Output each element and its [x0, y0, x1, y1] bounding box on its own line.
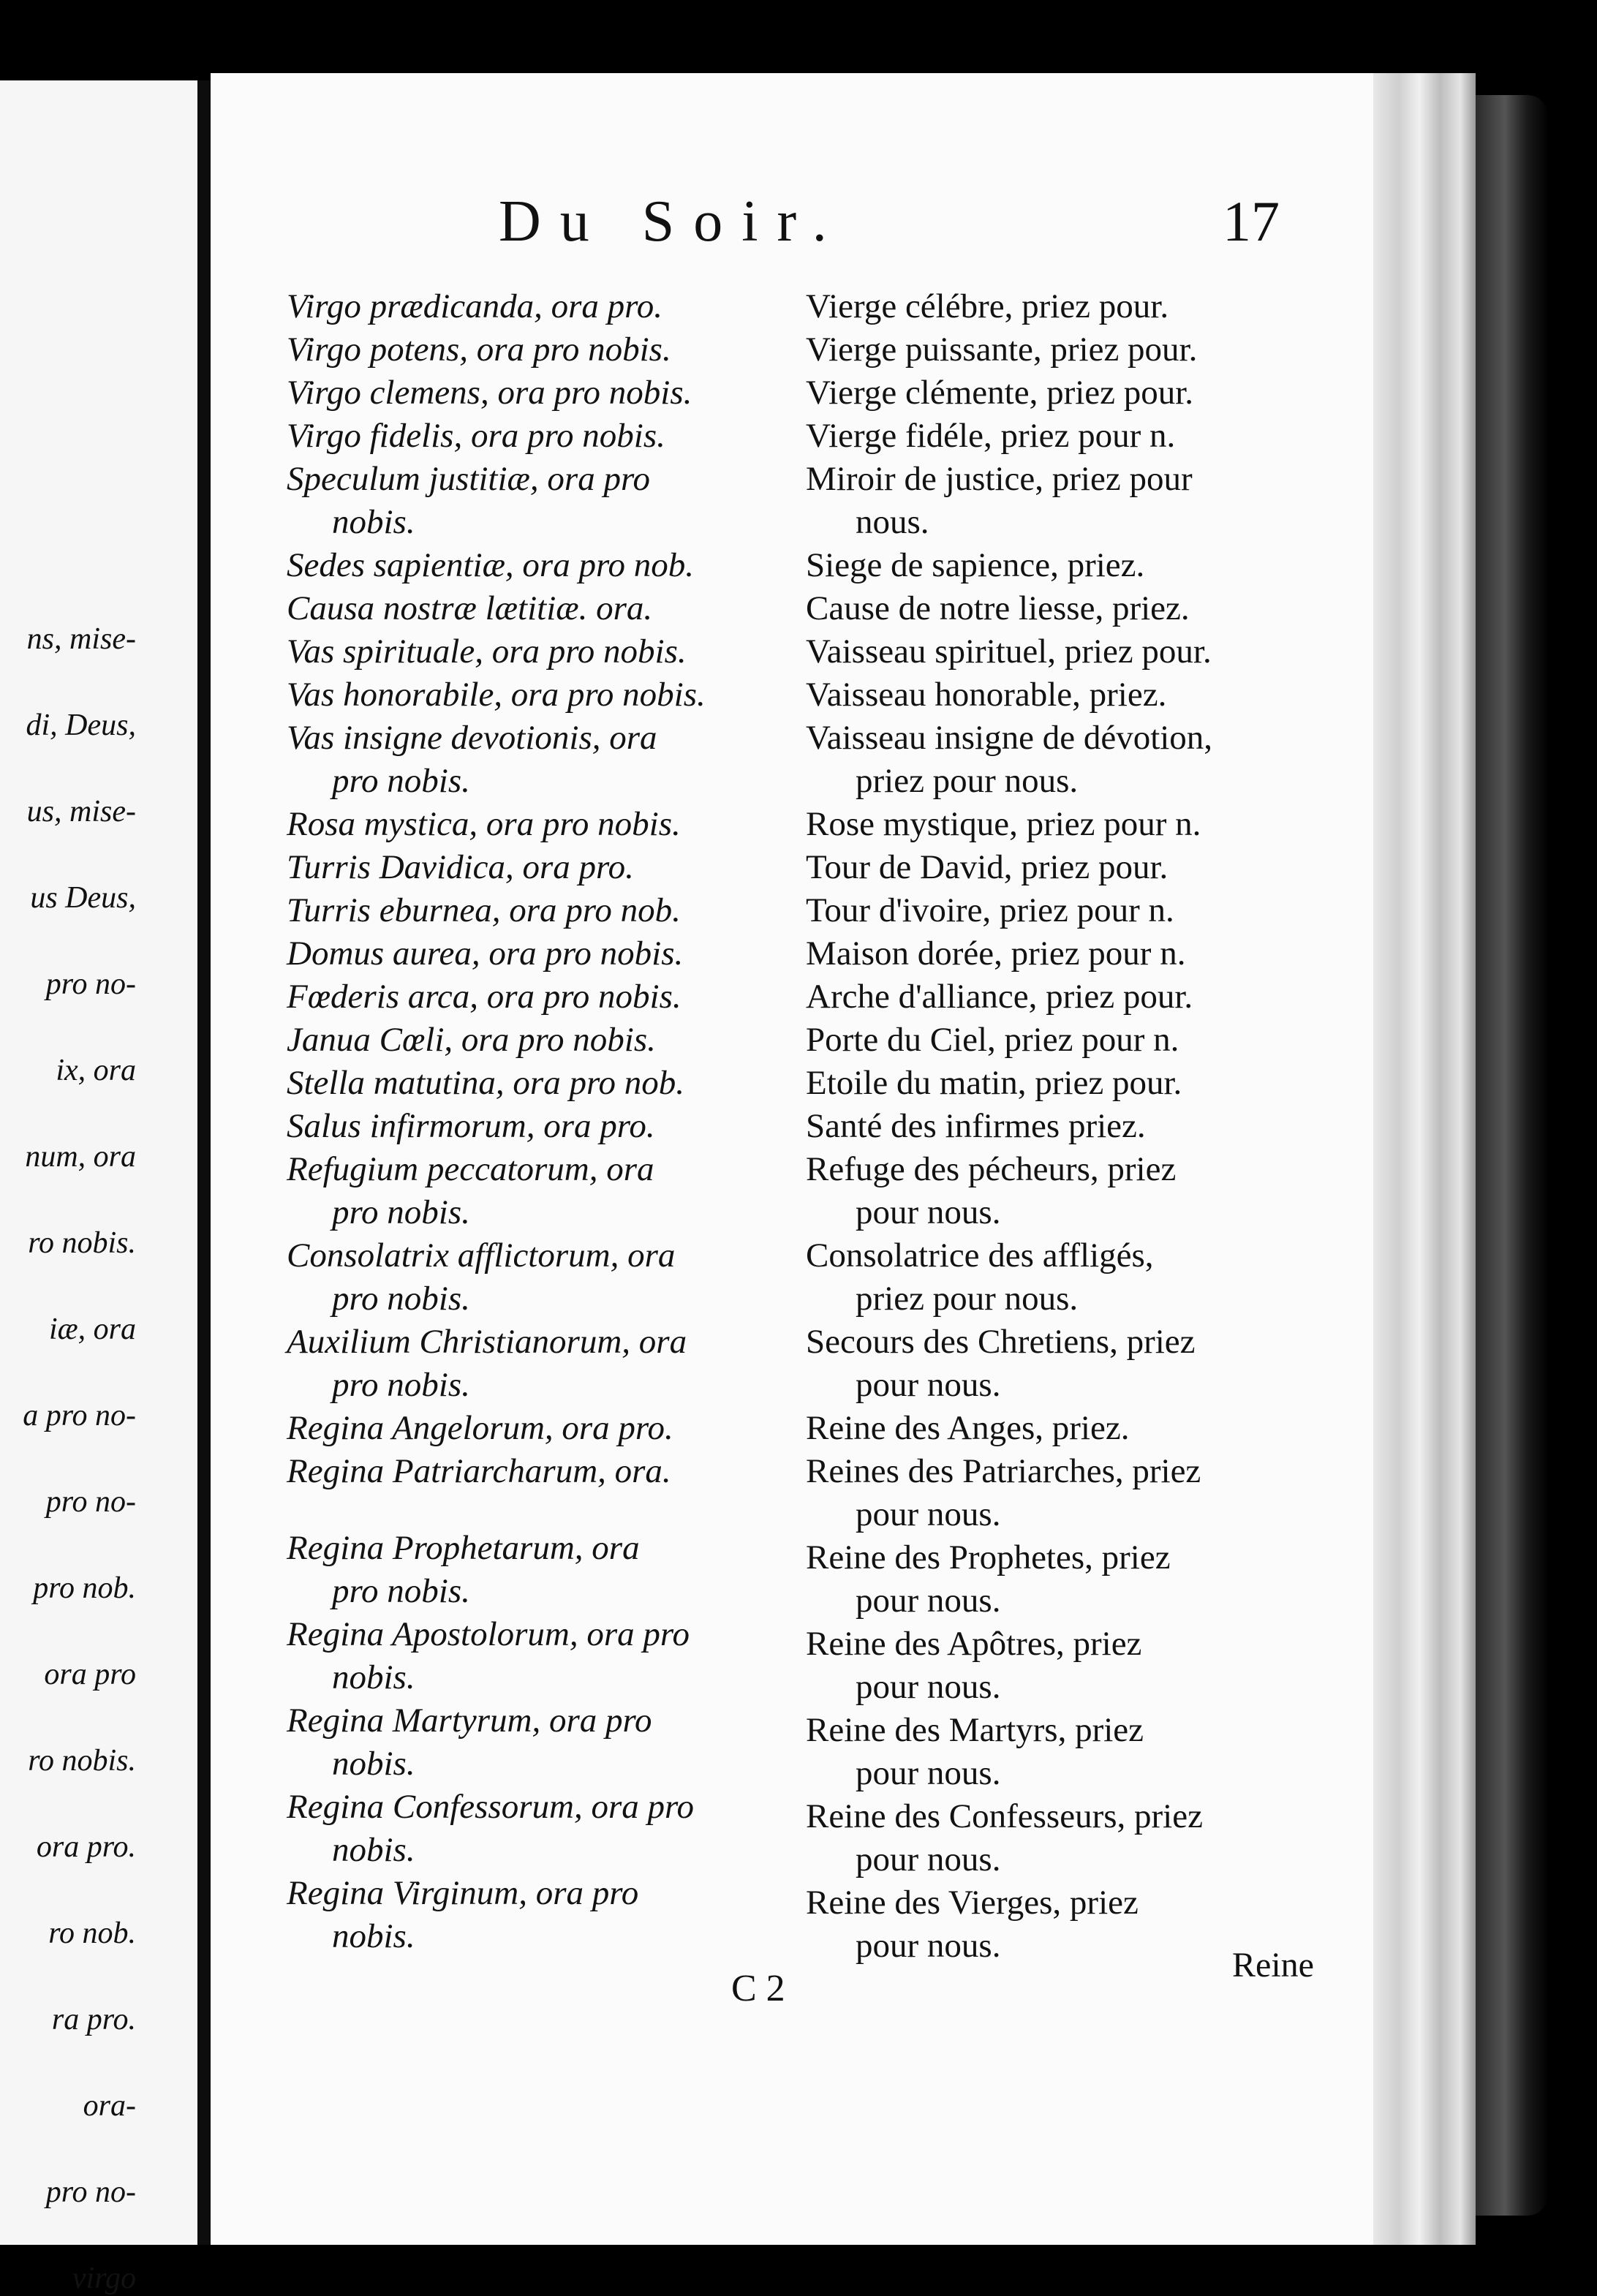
litany-line: Consolatrice des affligés, — [806, 1236, 1154, 1274]
left-page-fragment: pro nob. — [33, 1571, 136, 1605]
litany-line: Miroir de justice, priez pour — [806, 460, 1193, 498]
running-title: Du Soir. — [499, 189, 846, 254]
left-page-fragment: a pro no- — [23, 1399, 136, 1432]
litany-line: Tour d'ivoire, priez pour n. — [806, 891, 1174, 929]
litany-line: Vierge célébre, priez pour. — [806, 287, 1169, 325]
left-page-fragment: ro nobis. — [28, 1744, 136, 1778]
litany-line: nobis. — [332, 1658, 415, 1696]
litany-line: Virgo prædicanda, ora pro. — [287, 287, 662, 325]
book-cover-edge — [1476, 95, 1549, 2216]
litany-line: Regina Confessorum, ora pro — [287, 1788, 695, 1826]
litany-line: Reines des Patriarches, priez — [806, 1452, 1201, 1490]
litany-line: pro nobis. — [332, 1366, 470, 1404]
litany-line: Regina Virginum, ora pro — [287, 1874, 639, 1912]
litany-line: Regina Martyrum, ora pro — [287, 1702, 652, 1740]
litany-line: pour nous. — [856, 1754, 1001, 1792]
litany-line: pour nous. — [856, 1582, 1001, 1620]
left-page-fragment: ra pro. — [51, 2003, 136, 2036]
litany-line: Virgo clemens, ora pro nobis. — [287, 374, 692, 412]
book-gutter — [197, 80, 211, 2245]
litany-line: pro nobis. — [332, 1193, 470, 1231]
litany-line: nobis. — [332, 503, 415, 541]
french-column — [806, 285, 1332, 1968]
litany-line: Porte du Ciel, priez pour n. — [806, 1021, 1179, 1059]
left-page-fragment: virgo — [72, 2262, 136, 2295]
litany-line: Janua Cœli, ora pro nobis. — [287, 1021, 656, 1059]
litany-line: pour nous. — [856, 1668, 1001, 1706]
litany-line: Cause de notre liesse, priez. — [806, 589, 1190, 627]
litany-line: Siege de sapience, priez. — [806, 546, 1145, 584]
litany-line: pour nous. — [856, 1495, 1001, 1533]
litany-line: nous. — [856, 503, 929, 541]
litany-line: Vierge puissante, priez pour. — [806, 331, 1198, 369]
left-page-fragment: ora pro. — [36, 1830, 136, 1864]
litany-line: Reine des Martyrs, priez — [806, 1711, 1144, 1749]
litany-line: Vaisseau honorable, priez. — [806, 676, 1167, 714]
litany-line: Virgo potens, ora pro nobis. — [287, 331, 671, 369]
litany-line: Causa nostræ lætitiæ. ora. — [287, 589, 653, 627]
catchword: Reine — [1232, 1946, 1314, 1985]
left-page-fragment: iæ, ora — [48, 1313, 136, 1346]
left-page-fragment: ora pro — [44, 1658, 136, 1691]
page-edges — [1373, 73, 1476, 2245]
printer-signature: C 2 — [731, 1968, 785, 2009]
litany-line: Turris eburnea, ora pro nob. — [287, 891, 681, 929]
litany-line: pour nous. — [856, 1366, 1001, 1404]
litany-line: Refuge des pécheurs, priez — [806, 1150, 1177, 1188]
left-page-fragment: pro no- — [45, 2175, 136, 2209]
litany-line: Fœderis arca, ora pro nobis. — [287, 978, 682, 1016]
litany-line: priez pour nous. — [856, 762, 1079, 800]
left-page-fragment: pro no- — [45, 967, 136, 1001]
litany-line: Refugium peccatorum, ora — [287, 1150, 654, 1188]
left-page-fragment: ix, ora — [56, 1054, 136, 1087]
litany-line: Domus aurea, ora pro nobis. — [287, 934, 684, 973]
left-page-fragments — [0, 80, 197, 2295]
litany-line: Reine des Prophetes, priez — [806, 1538, 1171, 1576]
litany-line: nobis. — [332, 1745, 415, 1783]
litany-line: Reine des Confesseurs, priez — [806, 1797, 1203, 1835]
page-number: 17 — [1223, 189, 1280, 253]
litany-line: pro nobis. — [332, 762, 470, 800]
left-page-fragment: ro nob. — [48, 1917, 136, 1950]
page-header — [285, 189, 1309, 276]
litany-line: Sedes sapientiæ, ora pro nob. — [287, 546, 695, 584]
litany-line: Vierge clémente, priez pour. — [806, 374, 1194, 412]
left-page-fragment: pro no- — [45, 1485, 136, 1519]
litany-line: Vaisseau spirituel, priez pour. — [806, 632, 1212, 671]
latin-column — [287, 285, 798, 1958]
litany-line: Etoile du matin, priez pour. — [806, 1064, 1182, 1102]
left-page-fragment: di, Deus, — [26, 709, 136, 742]
litany-line: Salus infirmorum, ora pro. — [287, 1107, 655, 1145]
litany-line: Vas spirituale, ora pro nobis. — [287, 632, 687, 671]
litany-line: Reine des Apôtres, priez — [806, 1625, 1142, 1663]
litany-line: pour nous. — [856, 1927, 1001, 1965]
litany-line: Turris Davidica, ora pro. — [287, 848, 634, 886]
litany-line: pour nous. — [856, 1840, 1001, 1878]
litany-line: Vaisseau insigne de dévotion, — [806, 719, 1213, 757]
litany-line: pro nobis. — [332, 1572, 470, 1610]
litany-line: Secours des Chretiens, priez — [806, 1323, 1196, 1361]
litany-line: Rose mystique, priez pour n. — [806, 805, 1201, 843]
litany-line: Vas insigne devotionis, ora — [287, 719, 657, 757]
litany-line: Santé des infirmes priez. — [806, 1107, 1146, 1145]
litany-line: Regina Patriarcharum, ora. — [287, 1452, 671, 1490]
litany-line: Tour de David, priez pour. — [806, 848, 1169, 886]
litany-line: Rosa mystica, ora pro nobis. — [287, 805, 681, 843]
left-page — [0, 80, 200, 2295]
litany-line: Consolatrix afflictorum, ora — [287, 1236, 676, 1274]
litany-line: Regina Angelorum, ora pro. — [287, 1409, 673, 1447]
litany-line: nobis. — [332, 1917, 415, 1955]
litany-line: Reine des Vierges, priez — [806, 1884, 1139, 1922]
litany-line: Vas honorabile, ora pro nobis. — [287, 676, 706, 714]
litany-line: Virgo fidelis, ora pro nobis. — [287, 417, 665, 455]
left-page-fragment: num, ora — [25, 1140, 136, 1174]
left-page-fragment: us Deus, — [30, 881, 136, 915]
litany-line: Maison dorée, priez pour n. — [806, 934, 1186, 973]
litany-line: priez pour nous. — [856, 1280, 1079, 1318]
litany-line: Reine des Anges, priez. — [806, 1409, 1130, 1447]
litany-line: pro nobis. — [332, 1280, 470, 1318]
litany-line: Speculum justitiæ, ora pro — [287, 460, 650, 498]
litany-line: nobis. — [332, 1831, 415, 1869]
litany-line: Auxilium Christianorum, ora — [287, 1323, 687, 1361]
left-page-fragment: ns, mise- — [26, 622, 136, 656]
litany-line: pour nous. — [856, 1193, 1001, 1231]
litany-line: Stella matutina, ora pro nob. — [287, 1064, 684, 1102]
litany-line: Regina Apostolorum, ora pro — [287, 1615, 690, 1653]
left-page-fragment: ro nobis. — [28, 1226, 136, 1260]
left-page-fragment: us, mise- — [26, 795, 136, 828]
litany-line: Arche d'alliance, priez pour. — [806, 978, 1193, 1016]
left-page-fragment: ora- — [83, 2089, 136, 2123]
litany-line: Regina Prophetarum, ora — [287, 1529, 640, 1567]
litany-line: Vierge fidéle, priez pour n. — [806, 417, 1176, 455]
